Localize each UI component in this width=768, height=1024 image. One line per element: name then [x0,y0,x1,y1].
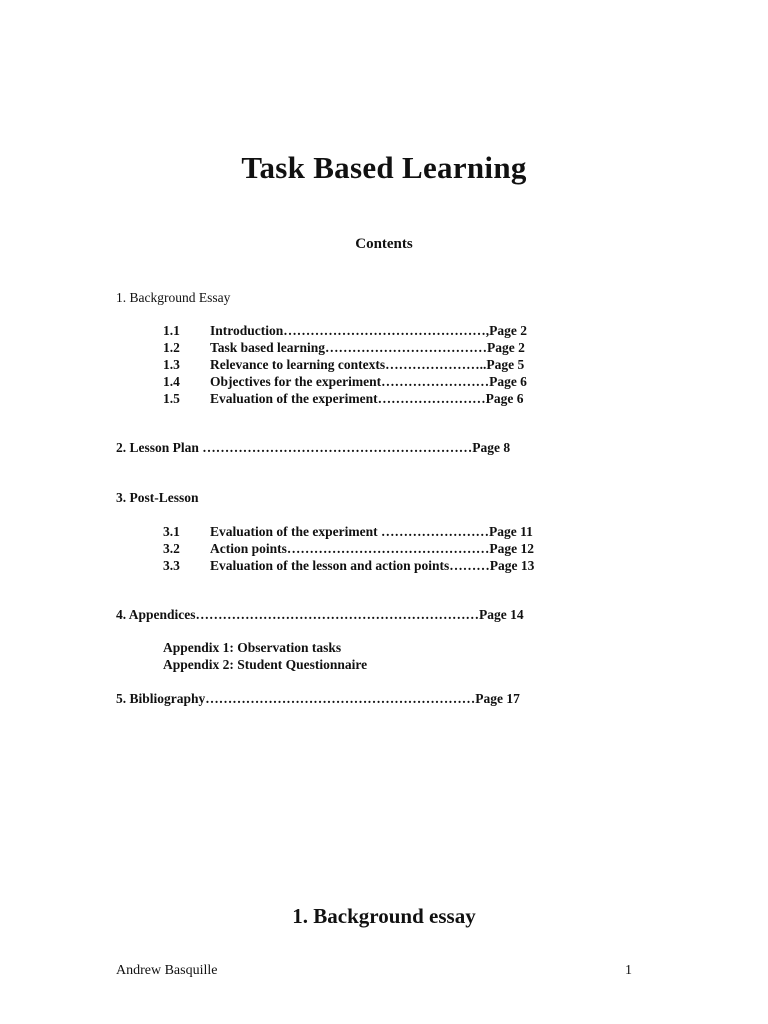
toc-entry-1-1 [163,323,527,339]
toc-entry-number: 1.5 [163,391,180,406]
toc-section-4: 4. Appendices………………………………………………………Page 14 [116,607,524,622]
toc-entry-number: 3.2 [163,541,180,556]
section-heading-background-essay: 1. Background essay [292,904,476,928]
toc-entry-text: Introduction………………………………………,Page 2 [210,323,528,338]
toc-entry-text: Action points………………………………………Page 12 [210,541,534,556]
toc-appendix-1: Appendix 1: Observation tasks [163,640,342,655]
toc-entry-number: 1.1 [163,323,180,338]
toc-entry-text: Objectives for the experiment……………………Page 6 [210,374,527,389]
toc-section-2: 2. Lesson Plan ……………………………………………………Page 8 [116,440,511,455]
toc-appendix-2: Appendix 2: Student Questionnaire [163,657,368,672]
toc-entry-3-2 [163,541,534,557]
toc-entry-number: 1.3 [163,357,180,372]
toc-entry-number: 3.1 [163,524,180,539]
toc-entry-text: Evaluation of the lesson and action points………Page 13 [210,558,535,573]
toc-entry-text: Evaluation of the experiment ……………………Page 11 [210,524,533,539]
toc-section-3: 3. Post-Lesson [116,490,199,505]
footer-author: Andrew Basquille [116,963,218,978]
toc-entry-1-3 [163,357,524,373]
toc-entry-number: 1.4 [163,374,180,389]
contents-heading: Contents [355,236,413,252]
toc-entry-number: 3.3 [163,558,180,573]
toc-entry-3-1 [163,524,533,540]
toc-section-5: 5. Bibliography……………………………………………………Page 17 [116,691,520,706]
toc-section-1: 1. Background Essay [116,290,231,305]
footer-page-number: 1 [625,963,632,978]
toc-entry-text: Relevance to learning contexts…………………..Page 5 [210,357,525,372]
toc-entry-text: Task based learning………………………………Page 2 [210,340,525,355]
toc-entry-1-5 [163,391,523,407]
toc-entry-number: 1.2 [163,340,180,355]
toc-entry-3-3 [163,558,534,574]
toc-entry-text: Evaluation of the experiment……………………Page 6 [210,391,524,406]
document-title: Task Based Learning [241,150,527,185]
toc-entry-1-2 [163,340,525,356]
toc-entry-1-4 [163,374,527,390]
